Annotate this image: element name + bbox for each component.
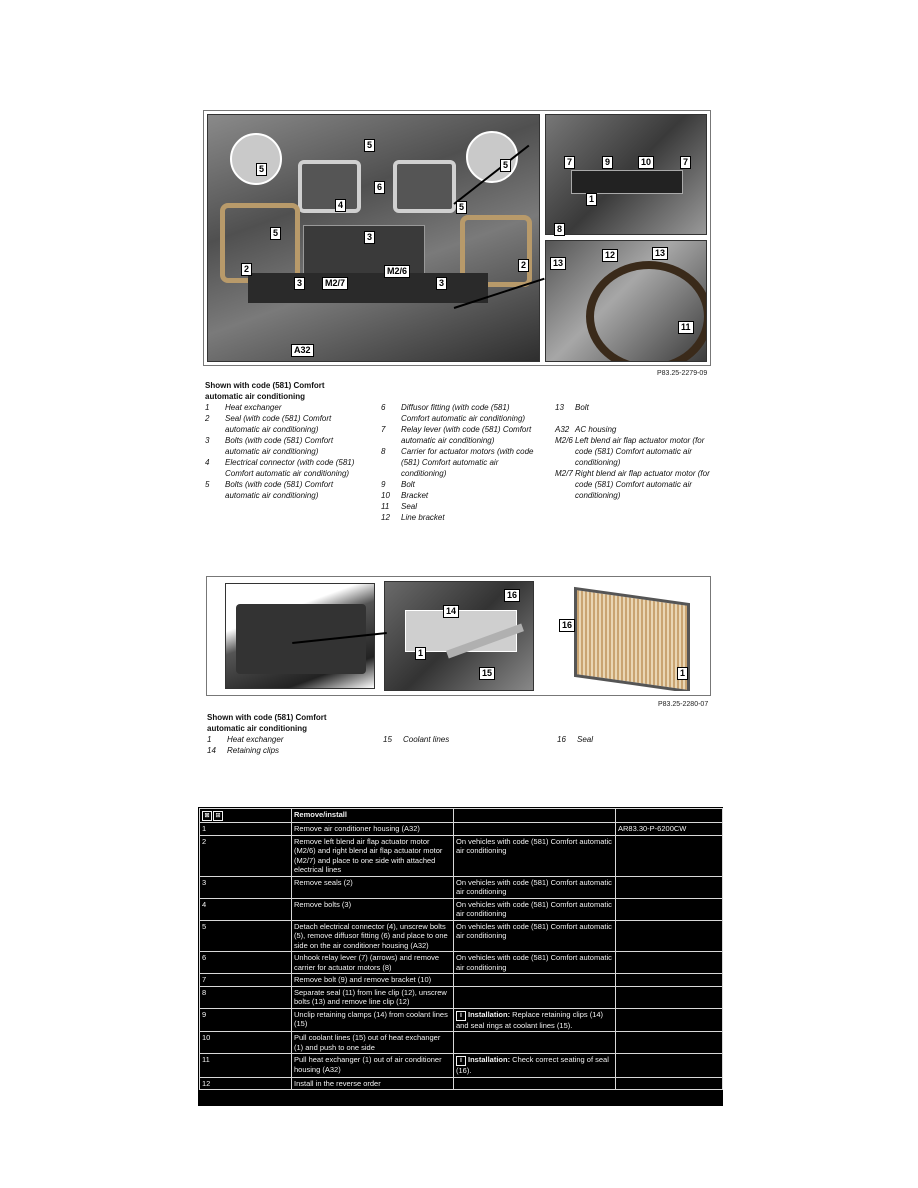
step-reference xyxy=(616,898,723,920)
callout: A32 xyxy=(291,344,314,357)
detail-photo-bottom-right xyxy=(545,240,707,362)
legend-text: Bolts (with code (581) Comfort automatic air conditioning) xyxy=(225,436,334,456)
legend-item xyxy=(381,490,536,501)
left-cover-disc xyxy=(230,133,282,185)
step-reference xyxy=(616,876,723,898)
table-row xyxy=(200,1032,723,1054)
callout: 5 xyxy=(364,139,375,152)
step-note: On vehicles with code (581) Comfort automatic air conditioning xyxy=(454,898,616,920)
legend-text: Bolt xyxy=(575,403,589,412)
legend-number: 4 xyxy=(205,458,210,467)
step-number: 2 xyxy=(200,835,292,876)
diffusor-frame-right xyxy=(393,160,456,213)
legend-number: 7 xyxy=(381,425,386,434)
legend-text: Heat exchanger xyxy=(225,403,282,412)
step-note: On vehicles with code (581) Comfort automatic air conditioning xyxy=(454,920,616,952)
callout: 1 xyxy=(415,647,426,660)
housing-base xyxy=(248,273,488,303)
legend-number: 3 xyxy=(205,436,210,445)
legend-number: 13 xyxy=(555,403,564,412)
legend-number: 9 xyxy=(381,480,386,489)
callout: 5 xyxy=(256,163,267,176)
figure-1-caption-title: Shown with code (581) Comfort automatic air conditioning xyxy=(205,381,325,401)
procedure-table xyxy=(198,807,723,1106)
legend-text: AC housing xyxy=(575,425,617,434)
step-number: 5 xyxy=(200,920,292,952)
callout: 16 xyxy=(559,619,575,632)
callout: 7 xyxy=(564,156,575,169)
legend-text: Coolant lines xyxy=(403,735,450,744)
figure-2-legend-col2 xyxy=(383,734,538,745)
step-number: 3 xyxy=(200,876,292,898)
figure-1-ref: P83.25-2279-09 xyxy=(657,370,708,377)
legend-item xyxy=(381,501,536,512)
header-empty xyxy=(616,809,723,823)
header-title: Remove/install xyxy=(292,809,454,823)
step-action: Unclip retaining clamps (14) from coolant lines (15) xyxy=(292,1008,454,1032)
table-row xyxy=(200,952,723,974)
step-note xyxy=(454,823,616,836)
callout: 11 xyxy=(678,321,694,334)
legend-item xyxy=(381,402,536,424)
step-action: Remove seals (2) xyxy=(292,876,454,898)
callout: M2/7 xyxy=(322,277,348,290)
legend-number: 1 xyxy=(207,735,212,744)
legend-text: Bolts (with code (581) Comfort automatic air conditioning) xyxy=(225,480,334,500)
legend-number: M2/7 xyxy=(555,469,573,478)
callout: 5 xyxy=(270,227,281,240)
step-number: 6 xyxy=(200,952,292,974)
remove-icon: ⊠ xyxy=(202,811,212,821)
figure-2-ref: P83.25-2280-07 xyxy=(658,701,709,708)
legend-item xyxy=(555,468,710,501)
figure-1 xyxy=(203,110,711,366)
step-action: Pull heat exchanger (1) out of air conditioner housing (A32) xyxy=(292,1054,454,1078)
step-reference xyxy=(616,835,723,876)
legend-text: Electrical connector (with code (581) Comfort automatic air conditioning) xyxy=(225,458,355,478)
step-number: 12 xyxy=(200,1077,292,1090)
callout: 9 xyxy=(602,156,613,169)
step-note: On vehicles with code (581) Comfort automatic air conditioning xyxy=(454,952,616,974)
table-row xyxy=(200,1008,723,1032)
step-action: Separate seal (11) from line clip (12), unscrew bolts (13) and remove line clip (12) xyxy=(292,986,454,1008)
legend-item xyxy=(205,413,360,435)
legend-text: Retaining clips xyxy=(227,746,280,755)
install-icon: ⊞ xyxy=(213,811,223,821)
callout: 12 xyxy=(602,249,618,262)
legend-item xyxy=(383,734,538,745)
callout: 5 xyxy=(500,159,511,172)
step-action: Unhook relay lever (7) (arrows) and remove carrier for actuator motors (8) xyxy=(292,952,454,974)
seal-frame-left xyxy=(220,203,300,283)
step-number: 10 xyxy=(200,1032,292,1054)
step-reference: AR83.30-P-6200CW xyxy=(616,823,723,836)
figure-1-legend-col2 xyxy=(381,402,536,523)
installation-label: Installation: xyxy=(468,1009,513,1019)
legend-item xyxy=(381,446,536,479)
legend-text: Right blend air flap actuator motor (for code (581) Comfort automatic air conditioning) xyxy=(575,469,710,500)
step-reference xyxy=(616,1077,723,1090)
legend-number: 6 xyxy=(381,403,386,412)
callout: 3 xyxy=(364,231,375,244)
legend-number: 15 xyxy=(383,735,392,744)
legend-text: Seal (with code (581) Comfort automatic air conditioning) xyxy=(225,414,332,434)
housing-body xyxy=(236,604,366,674)
legend-text: Line bracket xyxy=(401,513,445,522)
legend-spacer xyxy=(555,413,710,424)
legend-number: 8 xyxy=(381,447,386,456)
legend-item xyxy=(555,402,710,413)
table-row xyxy=(200,1054,723,1078)
installation-text: Replace retaining clips (14) and seal rings at coolant lines (15). xyxy=(456,1009,604,1030)
step-note: On vehicles with code (581) Comfort automatic air conditioning xyxy=(454,876,616,898)
diffusor-frame-left xyxy=(298,160,361,213)
step-reference xyxy=(616,986,723,1008)
legend-text: Seal xyxy=(577,735,594,744)
callout: 15 xyxy=(479,667,495,680)
legend-number: 1 xyxy=(205,403,210,412)
figure-2-caption-title: Shown with code (581) Comfort automatic air conditioning xyxy=(207,713,327,733)
step-reference xyxy=(616,952,723,974)
step-reference xyxy=(616,1008,723,1032)
step-number: 7 xyxy=(200,974,292,987)
step-action: Detach electrical connector (4), unscrew bolts (5), remove diffusor fitting (6) and place to one side on the air conditioner housing (A32) xyxy=(292,920,454,952)
seal-ring xyxy=(586,261,707,362)
legend-item xyxy=(381,479,536,490)
step-number: 11 xyxy=(200,1054,292,1078)
legend-item xyxy=(205,479,360,501)
callout: 10 xyxy=(638,156,654,169)
step-action: Pull coolant lines (15) out of heat exchanger (1) and push to one side xyxy=(292,1032,454,1054)
step-action: Remove left blend air flap actuator motor (M2/6) and right blend air flap actuator motor (M2/7) and place to one side with attached electrical lines xyxy=(292,835,454,876)
table-header-row xyxy=(200,809,723,823)
callout: 16 xyxy=(504,589,520,602)
step-number: 4 xyxy=(200,898,292,920)
legend-text: Bolt xyxy=(401,480,415,489)
info-icon: i xyxy=(456,1011,466,1021)
callout: 3 xyxy=(294,277,305,290)
legend-text: Diffusor fitting (with code (581) Comfort automatic air conditioning) xyxy=(401,403,526,423)
step-note xyxy=(454,1054,616,1078)
step-note xyxy=(454,1008,616,1032)
legend-text: Carrier for actuator motors (with code (581) Comfort automatic air conditioning) xyxy=(401,447,534,478)
heat-exchanger-core xyxy=(574,587,690,691)
step-action: Remove bolt (9) and remove bracket (10) xyxy=(292,974,454,987)
callout: 3 xyxy=(436,277,447,290)
figure-2 xyxy=(206,576,711,696)
info-icon: i xyxy=(456,1056,466,1066)
callout: M2/6 xyxy=(384,265,410,278)
legend-number: 2 xyxy=(205,414,210,423)
table-row xyxy=(200,920,723,952)
detail-photo-top-right xyxy=(545,114,707,235)
callout: 2 xyxy=(241,263,252,276)
callout: 1 xyxy=(677,667,688,680)
legend-item xyxy=(207,734,362,745)
carrier-bar xyxy=(571,170,683,194)
callout: 13 xyxy=(652,247,668,260)
legend-item xyxy=(207,745,362,756)
legend-number: M2/6 xyxy=(555,436,573,445)
legend-number: 12 xyxy=(381,513,390,522)
legend-item xyxy=(205,435,360,457)
legend-item xyxy=(557,734,712,745)
table-row xyxy=(200,986,723,1008)
figure-2-legend-col3 xyxy=(557,734,712,745)
table-row xyxy=(200,1077,723,1090)
step-note xyxy=(454,1077,616,1090)
figure-2-legend-col1 xyxy=(207,734,362,756)
step-reference xyxy=(616,1054,723,1078)
legend-number: 11 xyxy=(381,502,390,511)
step-reference xyxy=(616,974,723,987)
legend-number: A32 xyxy=(555,425,570,434)
callout: 8 xyxy=(554,223,565,236)
legend-number: 14 xyxy=(207,746,216,755)
step-action: Remove bolts (3) xyxy=(292,898,454,920)
legend-text: Left blend air flap actuator motor (for code (581) Comfort automatic air conditioning) xyxy=(575,436,705,467)
step-number: 9 xyxy=(200,1008,292,1032)
step-note xyxy=(454,974,616,987)
callout: 5 xyxy=(456,201,467,214)
figure-1-legend-col1 xyxy=(205,402,360,501)
table-row xyxy=(200,876,723,898)
step-reference xyxy=(616,920,723,952)
table-row xyxy=(200,835,723,876)
callout: 13 xyxy=(550,257,566,270)
callout: 7 xyxy=(680,156,691,169)
header-icons xyxy=(200,809,292,823)
step-reference xyxy=(616,1032,723,1054)
table-row xyxy=(200,898,723,920)
step-action: Remove air conditioner housing (A32) xyxy=(292,823,454,836)
table-row xyxy=(200,974,723,987)
installation-text: Check correct seating of seal (16). xyxy=(456,1055,609,1075)
legend-number: 5 xyxy=(205,480,210,489)
legend-item xyxy=(205,402,360,413)
callout: 2 xyxy=(518,259,529,272)
callout: 6 xyxy=(374,181,385,194)
legend-item xyxy=(381,512,536,523)
step-number: 8 xyxy=(200,986,292,1008)
step-note: On vehicles with code (581) Comfort automatic air conditioning xyxy=(454,835,616,876)
legend-text: Seal xyxy=(401,502,418,511)
legend-text: Relay lever (with code (581) Comfort automatic air conditioning) xyxy=(401,425,532,445)
step-note xyxy=(454,986,616,1008)
callout: 1 xyxy=(586,193,597,206)
figure-1-legend-col3 xyxy=(555,402,710,501)
legend-number: 16 xyxy=(557,735,566,744)
legend-item xyxy=(555,424,710,435)
legend-item xyxy=(205,457,360,479)
legend-item xyxy=(381,424,536,446)
step-number: 1 xyxy=(200,823,292,836)
callout: 14 xyxy=(443,605,459,618)
step-action: Install in the reverse order xyxy=(292,1077,454,1090)
legend-item xyxy=(555,435,710,468)
legend-text: Heat exchanger xyxy=(227,735,284,744)
step-note xyxy=(454,1032,616,1054)
legend-text: Bracket xyxy=(401,491,429,500)
callout: 4 xyxy=(335,199,346,212)
legend-number: 10 xyxy=(381,491,390,500)
installation-label: Installation: xyxy=(468,1055,513,1064)
table-row xyxy=(200,823,723,836)
header-empty xyxy=(454,809,616,823)
